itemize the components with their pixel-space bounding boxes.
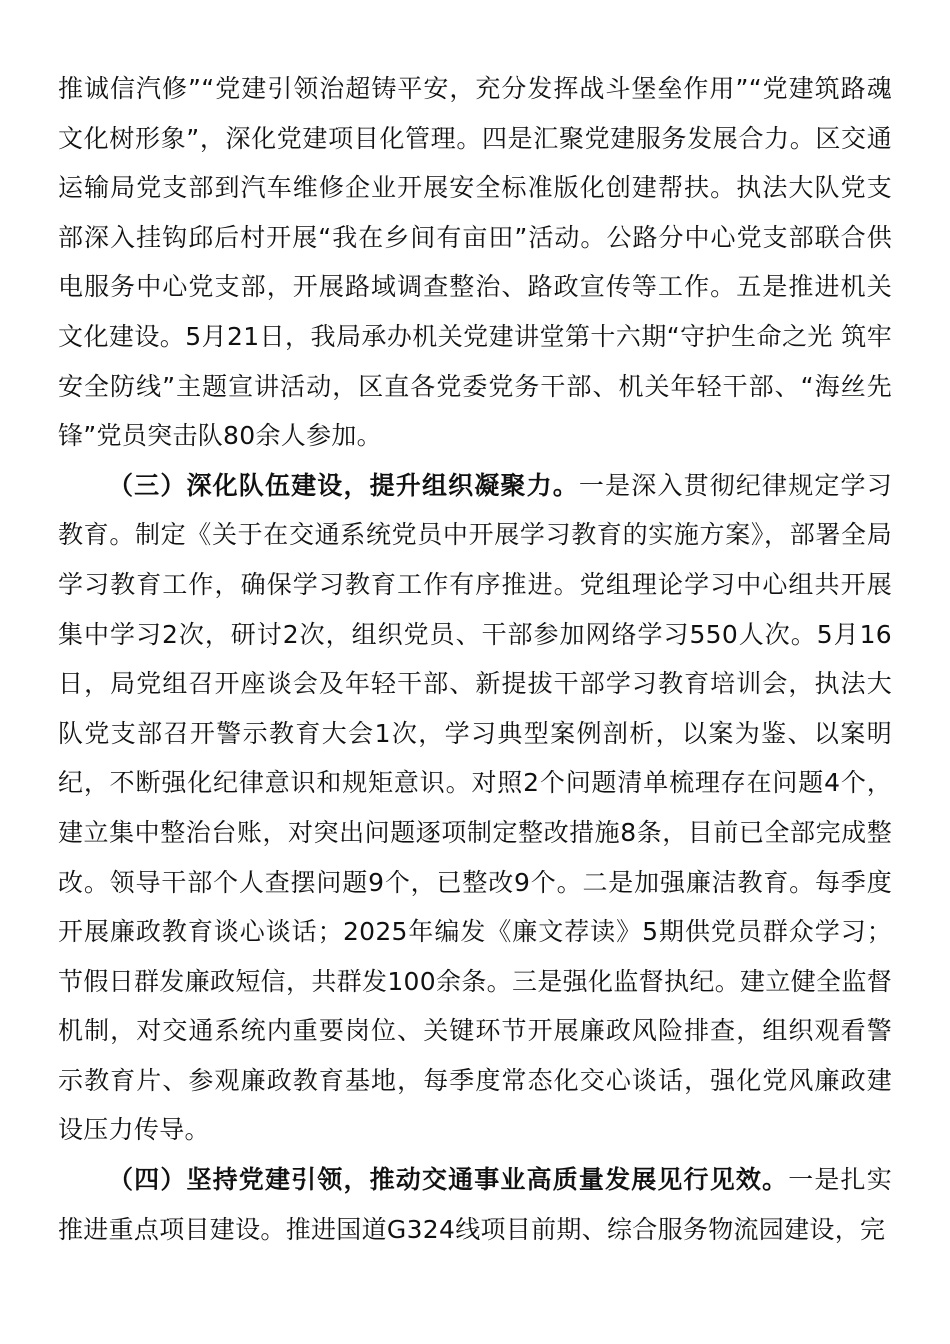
paragraph-1 [58,64,892,461]
document-page [58,64,892,1254]
paragraph-1-text: 推诚信汽修”“党建引领治超铸平安，充分发挥战斗堡垒作用”“党建筑路魂文化树形象”，深化党建项目化管理。四是汇聚党建服务发展合力。区交通运输局党支部到汽车维修企业开展安全标准版化创建帮扶。执法大队党支部深入挂钩邱后村开展“我在乡间有亩田”活动。公路分中心党支部联合供电服务中心党支部，开展路域调查整治、路政宣传等工作。五是推进机关文化建设。5月21日，我局承办机关党建讲堂第十六期“守护生命之光 筑牢安全防线”主题宣讲活动，区直各党委党务干部、机关年轻干部、“海丝先锋”党员突击队80余人参加。 [58,74,892,451]
paragraph-2 [58,461,892,1155]
paragraph-3 [58,1155,892,1254]
paragraph-2-text: 一是深入贯彻纪律规定学习教育。制定《关于在交通系统党员中开展学习教育的实施方案》，部署全局学习教育工作，确保学习教育工作有序推进。党组理论学习中心组共开展集中学习2次，研讨2次，组织党员、干部参加网络学习550人次。5月16日，局党组召开座谈会及年轻干部、新提拔干部学习教育培训会，执法大队党支部召开警示教育大会1次，学习典型案例剖析，以案为鉴、以案明纪，不断强化纪律意识和规矩意识。对照2个问题清单梳理存在问题4个，建立集中整治台账，对突出问题逐项制定整改措施8条，目前已全部完成整改。领导干部个人查摆问题9个，已整改9个。二是加强廉洁教育。每季度开展廉政教育谈心谈话；2025年编发《廉文荐读》5期供党员群众学习；节假日群发廉政短信，共群发100余条。三是强化监督执纪。建立健全监督机制，对交通系统内重要岗位、关键环节开展廉政风险排查，组织观看警示教育片、参观廉政教育基地，每季度常态化交心谈话，强化党风廉政建设压力传导。 [58,470,892,1145]
paragraph-3-text: 一是扎实推进重点项目建设。推进国道G324线项目前期、综合服务物流园建设，完 [58,1165,892,1244]
section-heading-4: （四）坚持党建引领，推动交通事业高质量发展见行见效。 [108,1165,789,1195]
section-heading-3: （三）深化队伍建设，提升组织凝聚力。 [108,470,579,500]
